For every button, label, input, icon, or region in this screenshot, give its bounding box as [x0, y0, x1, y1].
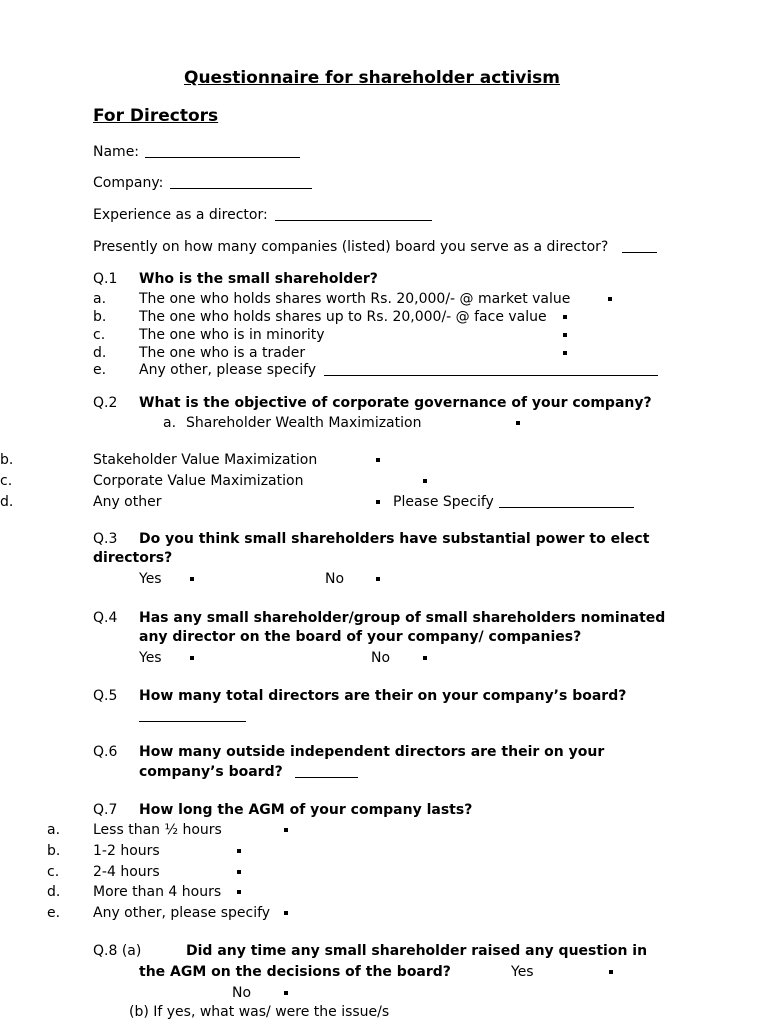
q7-option-text: 2-4 hours [93, 864, 160, 880]
q1-option-letter: e. [93, 362, 107, 378]
q3-no-checkbox[interactable] [376, 577, 380, 581]
q2-option-letter: c. [0, 473, 13, 489]
q8-question-line2: the AGM on the decisions of the board? [139, 964, 451, 980]
q1-option-c-checkbox[interactable] [563, 333, 567, 337]
q8-question-line1: Did any time any small shareholder raised any question in [186, 943, 648, 959]
q6-number: Q.6 [93, 744, 118, 760]
q8-no-label: No [232, 985, 252, 1001]
q1-option-text: The one who is a trader [139, 345, 306, 361]
q2-option-d-checkbox[interactable] [376, 500, 380, 504]
q1-option-text: The one who holds shares up to Rs. 20,000/- @ face value [139, 309, 547, 325]
q6-question-line1: How many outside independent directors are their on your [139, 744, 605, 760]
q1-option-letter: b. [93, 309, 107, 325]
q2-specify-field[interactable] [499, 507, 634, 508]
q8-yes-checkbox[interactable] [609, 970, 613, 974]
q7-option-letter: d. [47, 884, 61, 900]
q2-option-text: Shareholder Wealth Maximization [186, 415, 422, 431]
q7-option-b-checkbox[interactable] [237, 849, 241, 853]
q2-option-text: Any other [93, 494, 162, 510]
q1-option-text: Any other, please specify [139, 362, 317, 378]
q3-question-line1: Do you think small shareholders have substantial power to elect [139, 531, 650, 547]
document-title: Questionnaire for shareholder activism [184, 68, 561, 88]
q4-no-checkbox[interactable] [423, 656, 427, 660]
q1-option-letter: a. [93, 291, 107, 307]
q1-option-b-checkbox[interactable] [563, 315, 567, 319]
q3-yes-label: Yes [139, 571, 162, 587]
q2-option-letter: d. [0, 494, 14, 510]
q4-question-line2: any director on the board of your company/ companies? [139, 629, 582, 645]
q4-number: Q.4 [93, 610, 118, 626]
q7-option-letter: c. [47, 864, 60, 880]
q6-answer-field[interactable] [295, 777, 358, 778]
name-label: Name: [93, 144, 140, 160]
q4-yes-checkbox[interactable] [190, 656, 194, 660]
q7-option-a-checkbox[interactable] [284, 828, 288, 832]
companies-count-field[interactable] [622, 252, 657, 253]
q4-question-line1: Has any small shareholder/group of small shareholders nominated [139, 610, 666, 626]
q2-option-b-checkbox[interactable] [376, 458, 380, 462]
q1-option-text: The one who is in minority [139, 327, 325, 343]
q5-question: How many total directors are their on your company’s board? [139, 688, 627, 704]
q7-option-text: More than 4 hours [93, 884, 222, 900]
q2-option-letter: b. [0, 452, 14, 468]
q1-option-letter: d. [93, 345, 107, 361]
experience-field[interactable] [275, 220, 432, 221]
q7-option-letter: b. [47, 843, 61, 859]
q3-number: Q.3 [93, 531, 118, 547]
q8b-question: (b) If yes, what was/ were the issue/s [129, 1004, 390, 1020]
company-label: Company: [93, 175, 164, 191]
q7-question: How long the AGM of your company lasts? [139, 802, 473, 818]
q1-option-text: The one who holds shares worth Rs. 20,000/- @ market value [139, 291, 571, 307]
q1-other-field[interactable] [324, 375, 658, 376]
q4-yes-label: Yes [139, 650, 162, 666]
section-heading: For Directors [93, 106, 219, 126]
q5-number: Q.5 [93, 688, 118, 704]
q2-option-c-checkbox[interactable] [423, 479, 427, 483]
q3-yes-checkbox[interactable] [190, 577, 194, 581]
name-field[interactable] [145, 157, 300, 158]
q7-option-e-checkbox[interactable] [284, 911, 288, 915]
q7-option-letter: e. [47, 905, 61, 921]
q2-option-text: Stakeholder Value Maximization [93, 452, 318, 468]
q7-option-text: Less than ½ hours [93, 822, 222, 838]
company-field[interactable] [170, 188, 312, 189]
q7-option-c-checkbox[interactable] [237, 870, 241, 874]
q2-option-text: Corporate Value Maximization [93, 473, 304, 489]
q8-yes-label: Yes [511, 964, 534, 980]
q7-option-letter: a. [47, 822, 61, 838]
q8-number: Q.8 (a) [93, 943, 142, 959]
q2-option-a-checkbox[interactable] [516, 421, 520, 425]
q3-question-line2: directors? [93, 550, 173, 566]
q7-option-text: 1-2 hours [93, 843, 160, 859]
q2-question: What is the objective of corporate governance of your company? [139, 395, 652, 411]
q2-specify-label: Please Specify [393, 494, 494, 510]
q5-answer-field[interactable] [139, 721, 246, 722]
q7-option-text: Any other, please specify [93, 905, 271, 921]
q8-no-checkbox[interactable] [284, 991, 288, 995]
q6-question-line2: company’s board? [139, 764, 283, 780]
companies-count-label: Presently on how many companies (listed) board you serve as a director? [93, 239, 609, 255]
q7-number: Q.7 [93, 802, 118, 818]
q2-number: Q.2 [93, 395, 118, 411]
q7-option-d-checkbox[interactable] [237, 890, 241, 894]
q1-number: Q.1 [93, 271, 118, 287]
q1-option-d-checkbox[interactable] [563, 351, 567, 355]
q1-option-letter: c. [93, 327, 106, 343]
q4-no-label: No [371, 650, 391, 666]
q3-no-label: No [325, 571, 345, 587]
q1-option-a-checkbox[interactable] [608, 297, 612, 301]
q1-question: Who is the small shareholder? [139, 271, 378, 287]
q2-option-letter: a. [163, 415, 177, 431]
experience-label: Experience as a director: [93, 207, 268, 223]
